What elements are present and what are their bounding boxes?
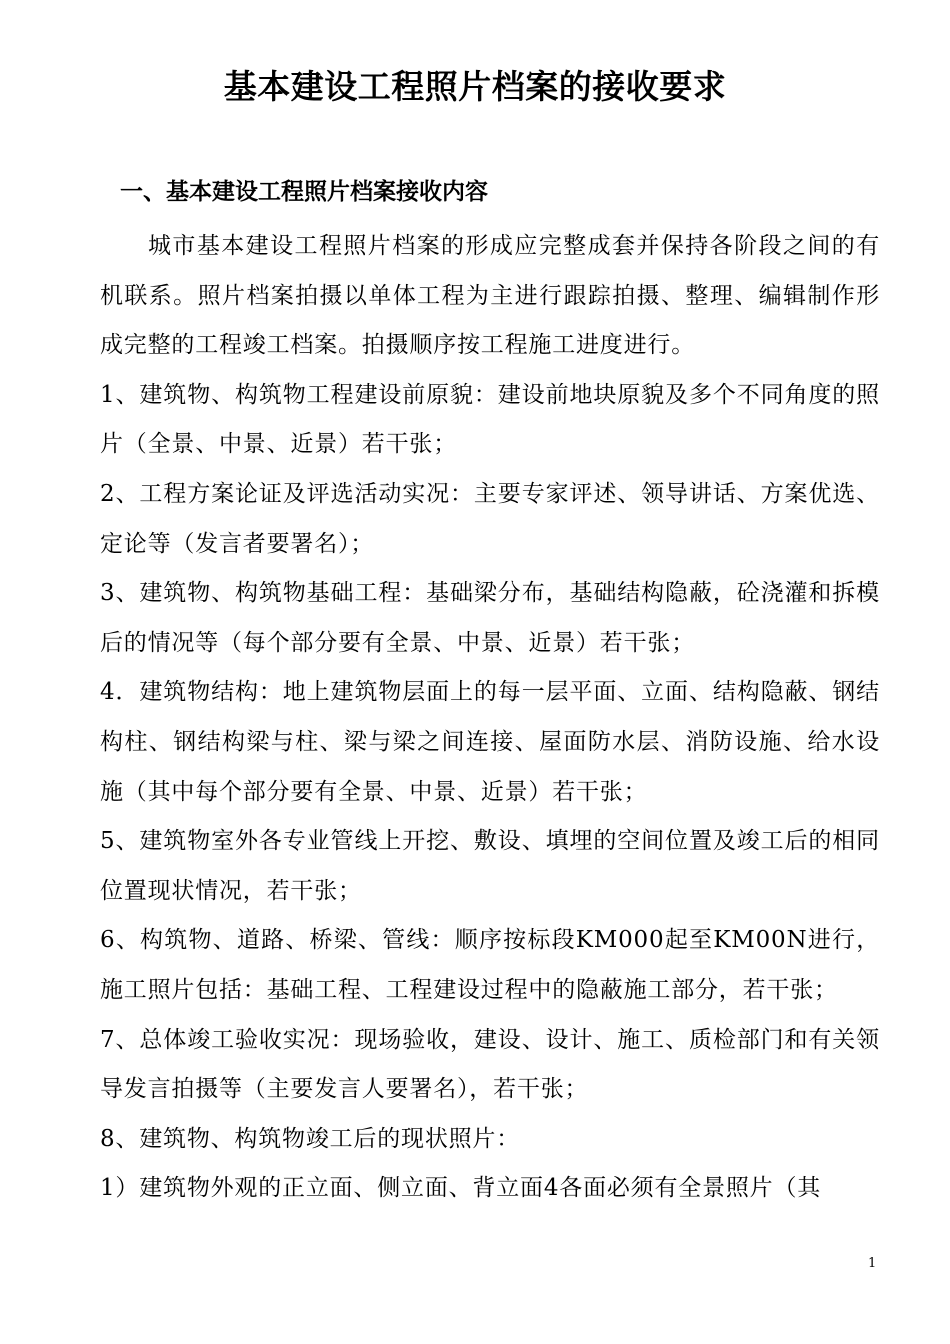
section-heading: 一、基本建设工程照片档案接收内容 (120, 179, 488, 205)
document-body (100, 222, 880, 1214)
intro-paragraph: 城市基本建设工程照片档案的形成应完整成套并保持各阶段之间的有机联系。照片档案拍摄以单体工程为主进行跟踪拍摄、整理、编辑制作形成完整的工程竣工档案。拍摄顺序按工程施工进度进行。 (100, 233, 880, 359)
list-item: 8、建筑物、构筑物竣工后的现状照片： (100, 1125, 521, 1152)
list-item: 1）建筑物外观的正立面、侧立面、背立面4各面必须有全景照片（其 (100, 1175, 822, 1202)
document-title: 基本建设工程照片档案的接收要求 (223, 67, 727, 106)
list-item: 3、建筑物、构筑物基础工程：基础梁分布，基础结构隐蔽，砼浇灌和拆模后的情况等（每个部分要有全景、中景、近景）若干张； (100, 580, 880, 656)
list-item: 7、总体竣工验收实况：现场验收，建设、设计、施工、质检部门和有关领导发言拍摄等（主要发言人要署名），若干张； (100, 1026, 880, 1103)
list-item: 5、建筑物室外各专业管线上开挖、敷设、填埋的空间位置及竣工后的相同位置现状情况，若干张； (100, 828, 880, 904)
list-item: 2、工程方案论证及评选活动实况：主要专家评述、领导讲话、方案优选、定论等（发言者要署名）； (100, 480, 880, 557)
list-item: 1、建筑物、构筑物工程建设前原貌：建设前地块原貌及多个不同角度的照片（全景、中景、近景）若干张； (100, 381, 880, 458)
list-item: 4．建筑物结构：地上建筑物层面上的每一层平面、立面、结构隐蔽、钢结构柱、钢结构梁与柱、梁与梁之间连接、屋面防水层、消防设施、给水设施（其中每个部分要有全景、中景、近景）若干张； (100, 679, 880, 805)
page-number: 1 (868, 1256, 877, 1271)
list-item: 6、构筑物、道路、桥梁、管线：顺序按标段KM000起至KM00N进行，施工照片包括：基础工程、工程建设过程中的隐蔽施工部分，若干张； (100, 927, 880, 1003)
